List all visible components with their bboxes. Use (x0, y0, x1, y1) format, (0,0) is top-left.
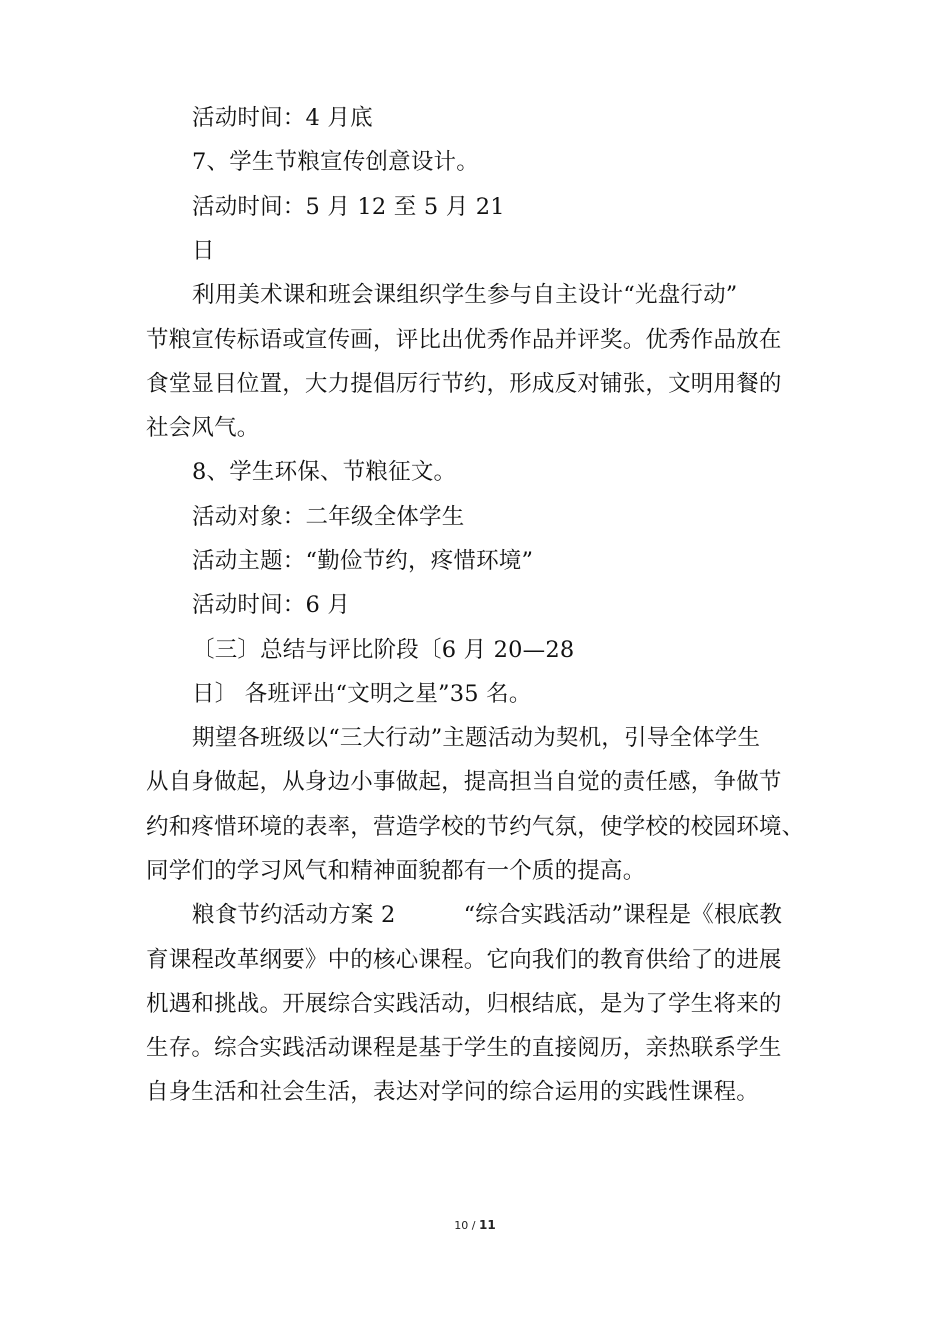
text-line: 活动时间：4 月底 (192, 105, 373, 131)
text-line: 生存。综合实践活动课程是基于学生的直接阅历，亲热联系学生 (146, 1035, 782, 1061)
text-line: 自身生活和社会生活，表达对学问的综合运用的实践性课程。 (146, 1079, 759, 1105)
text-line: 活动时间：5 月 12 至 5 月 21 (192, 194, 505, 220)
text-line: 节粮宣传标语或宣传画，评比出优秀作品并评奖。优秀作品放在 (146, 327, 782, 353)
text-line: 同学们的学习风气和精神面貌都有一个质的提高。 (146, 858, 646, 884)
text-line: 从自身做起，从身边小事做起，提高担当自觉的责任感，争做节 (146, 769, 782, 795)
text-line: 日〕 各班评出“文明之星”35 名。 (192, 681, 532, 707)
text-line: 活动对象：二年级全体学生 (192, 504, 465, 530)
text-line: 活动主题：“勤俭节约，疼惜环境” (192, 548, 534, 574)
text-line: 食堂显目位置，大力提倡厉行节约，形成反对铺张，文明用餐的 (146, 371, 782, 397)
text-line: 粮食节约活动方案 2 “综合实践活动”课程是《根底教 (192, 902, 783, 928)
text-line: 8、学生环保、节粮征文。 (192, 459, 457, 485)
text-line: 7、学生节粮宣传创意设计。 (192, 149, 479, 175)
text-line: 社会风气。 (146, 415, 260, 441)
total-page-count: 11 (479, 1218, 496, 1232)
text-line: 利用美术课和班会课组织学生参与自主设计“光盘行动” (192, 282, 738, 308)
text-line: 机遇和挑战。开展综合实践活动，归根结底，是为了学生将来的 (146, 991, 782, 1017)
text-line: 期望各班级以“三大行动”主题活动为契机，引导全体学生 (192, 725, 761, 751)
current-page-number: 10 (454, 1219, 469, 1232)
text-line: 约和疼惜环境的表率，营造学校的节约气氛，使学校的校园环境、 (146, 814, 805, 840)
page-number-separator: / (471, 1219, 476, 1232)
text-line: 〔三〕总结与评比阶段〔6 月 20—28 (192, 637, 575, 663)
text-line: 日 (192, 238, 215, 264)
text-line: 活动时间：6 月 (192, 592, 351, 618)
text-line: 育课程改革纲要》中的核心课程。它向我们的教育供给了的进展 (146, 947, 782, 973)
page-number (0, 1218, 950, 1232)
